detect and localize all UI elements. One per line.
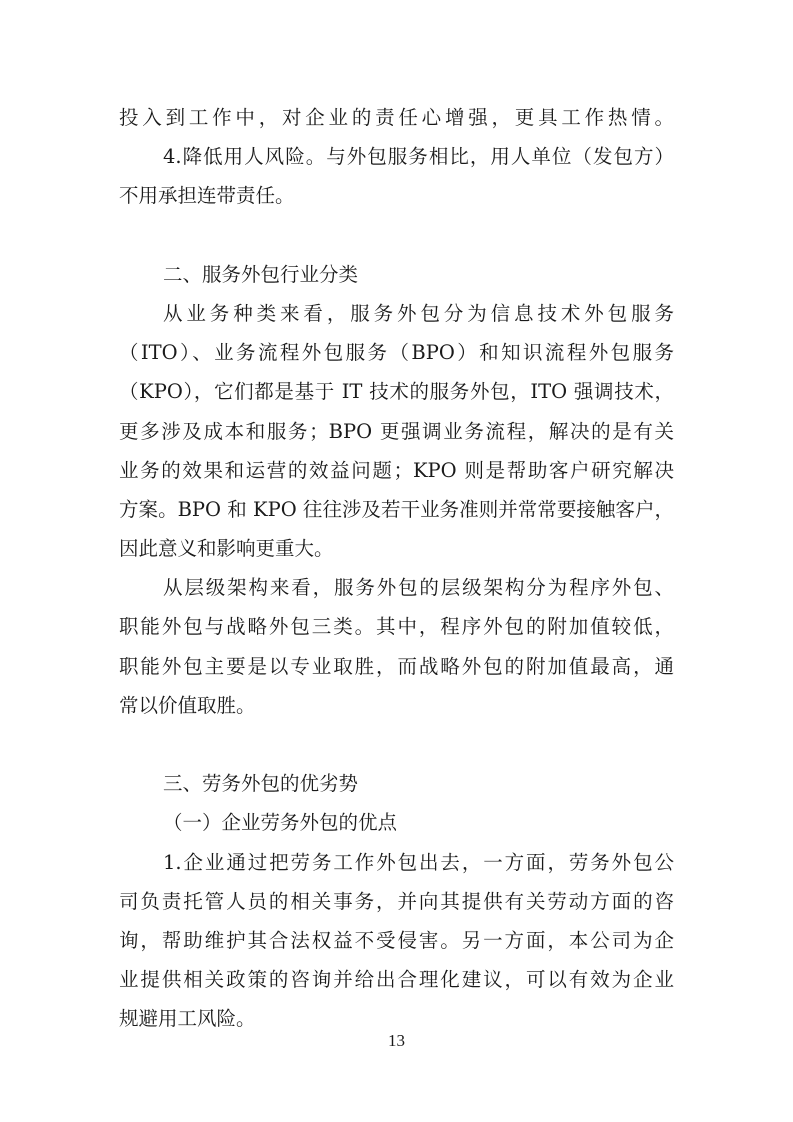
- paragraph-line: 从层级架构来看，服务外包的层级架构分为程序外包、: [163, 576, 674, 600]
- paragraph-line: 常以价值取胜。: [119, 693, 256, 717]
- paragraph-line: 因此意义和影响更重大。: [119, 537, 334, 561]
- paragraph-line: （ITO）、业务流程外包服务（BPO）和知识流程外包服务: [119, 341, 674, 365]
- section-heading: 二、服务外包行业分类: [163, 262, 359, 286]
- page-number: 13: [388, 1031, 405, 1050]
- paragraph-line: 从业务种类来看，服务外包分为信息技术外包服务: [163, 301, 674, 325]
- blank-line: [119, 725, 674, 764]
- paragraph-line: 司负责托管人员的相关事务，并向其提供有关劳动方面的咨: [119, 889, 674, 913]
- paragraph-line: 职能外包主要是以专业取胜，而战略外包的附加值最高，通: [119, 654, 674, 678]
- paragraph-line: 更多涉及成本和服务；BPO 更强调业务流程，解决的是有关: [119, 419, 674, 443]
- page-body: [119, 98, 674, 1039]
- paragraph-line: 业提供相关政策的咨询并给出合理化建议，可以有效为企业: [119, 968, 674, 992]
- paragraph-line: 1.企业通过把劳务工作外包出去，一方面，劳务外包公: [163, 850, 674, 874]
- paragraph-line: 职能外包与战略外包三类。其中，程序外包的附加值较低，: [119, 615, 674, 639]
- blank-line: [119, 216, 674, 255]
- paragraph-line: 业务的效果和运营的效益问题；KPO 则是帮助客户研究解决: [119, 458, 674, 482]
- subsection-heading: （一）企业劳务外包的优点: [163, 811, 398, 835]
- section-heading: 三、劳务外包的优劣势: [163, 772, 359, 796]
- paragraph-line: 方案。BPO 和 KPO 往往涉及若干业务准则并常常要接触客户，: [119, 497, 674, 521]
- paragraph-line: 询，帮助维护其合法权益不受侵害。另一方面，本公司为企: [119, 928, 674, 952]
- paragraph-line: （KPO），它们都是基于 IT 技术的服务外包，ITO 强调技术，: [119, 380, 674, 404]
- paragraph-line: 规避用工风险。: [119, 1007, 256, 1031]
- paragraph-line: 4.降低用人风险。与外包服务相比，用人单位（发包方）: [163, 145, 674, 169]
- paragraph-line: 不用承担连带责任。: [119, 184, 295, 208]
- paragraph-line: 投入到工作中，对企业的责任心增强，更具工作热情。: [119, 106, 674, 129]
